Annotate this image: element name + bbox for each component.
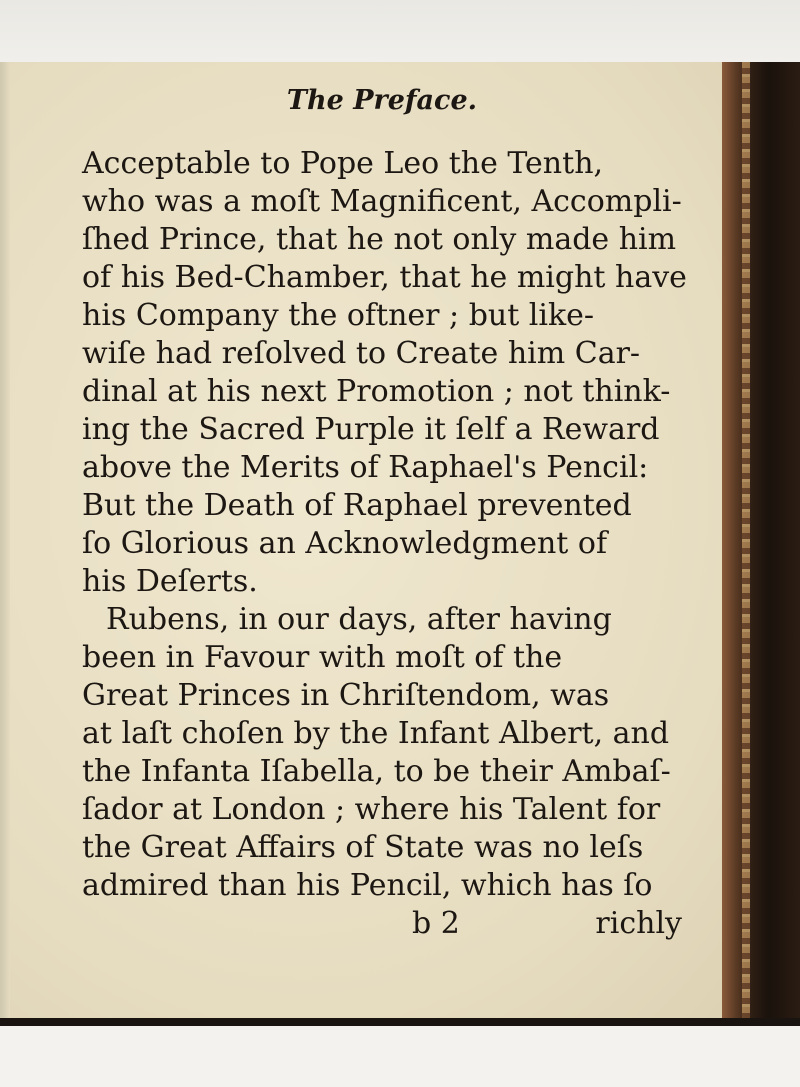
text-line-1: Acceptable to Pope Leo the Tenth, <box>82 146 604 181</box>
text-line-18: ſador at London ; where his Talent for <box>82 792 661 827</box>
text-line-19: the Great Affairs of State was no leſs <box>82 830 644 865</box>
catchword: richly <box>595 906 682 941</box>
text-line-6: wiſe had reſolved to Create him Car- <box>82 336 641 371</box>
text-line-20: admired than his Pencil, which has ſo <box>82 868 653 903</box>
text-line-16: at laſt choſen by the Infant Albert, and <box>82 716 670 751</box>
scanner-top-area <box>0 0 800 70</box>
page-footer <box>82 905 682 943</box>
text-line-8: ing the Sacred Purple it ſelf a Reward <box>82 412 660 447</box>
text-line-10: But the Death of Raphael prevented <box>82 488 632 523</box>
book-spine <box>722 62 800 1022</box>
text-line-12: his Deſerts. <box>82 564 258 599</box>
page-left-edge <box>0 62 10 1022</box>
text-line-2: who was a moſt Magnificent, Accompli- <box>82 184 682 219</box>
text-line-5: his Company the oftner ; but like- <box>82 298 595 333</box>
text-line-13: Rubens, in our days, after having <box>106 602 612 637</box>
running-header: The Preface. <box>286 85 478 116</box>
signature-mark: b 2 <box>412 906 460 941</box>
text-line-11: ſo Glorious an Acknowledgment of <box>82 526 608 561</box>
text-line-7: dinal at his next Promotion ; not think- <box>82 374 671 409</box>
page-edges <box>742 62 750 1022</box>
text-line-4: of his Bed-Chamber, that he might have <box>82 260 687 295</box>
text-line-9: above the Merits of Raphael's Pencil: <box>82 450 649 485</box>
text-line-14: been in Favour with moſt of the <box>82 640 563 675</box>
scan-bottom-border <box>0 1018 800 1026</box>
text-line-3: ſhed Prince, that he not only made him <box>82 222 677 257</box>
text-line-15: Great Princes in Chriſtendom, was <box>82 678 610 713</box>
text-line-17: the Infanta Iſabella, to be their Ambaſ- <box>82 754 671 789</box>
